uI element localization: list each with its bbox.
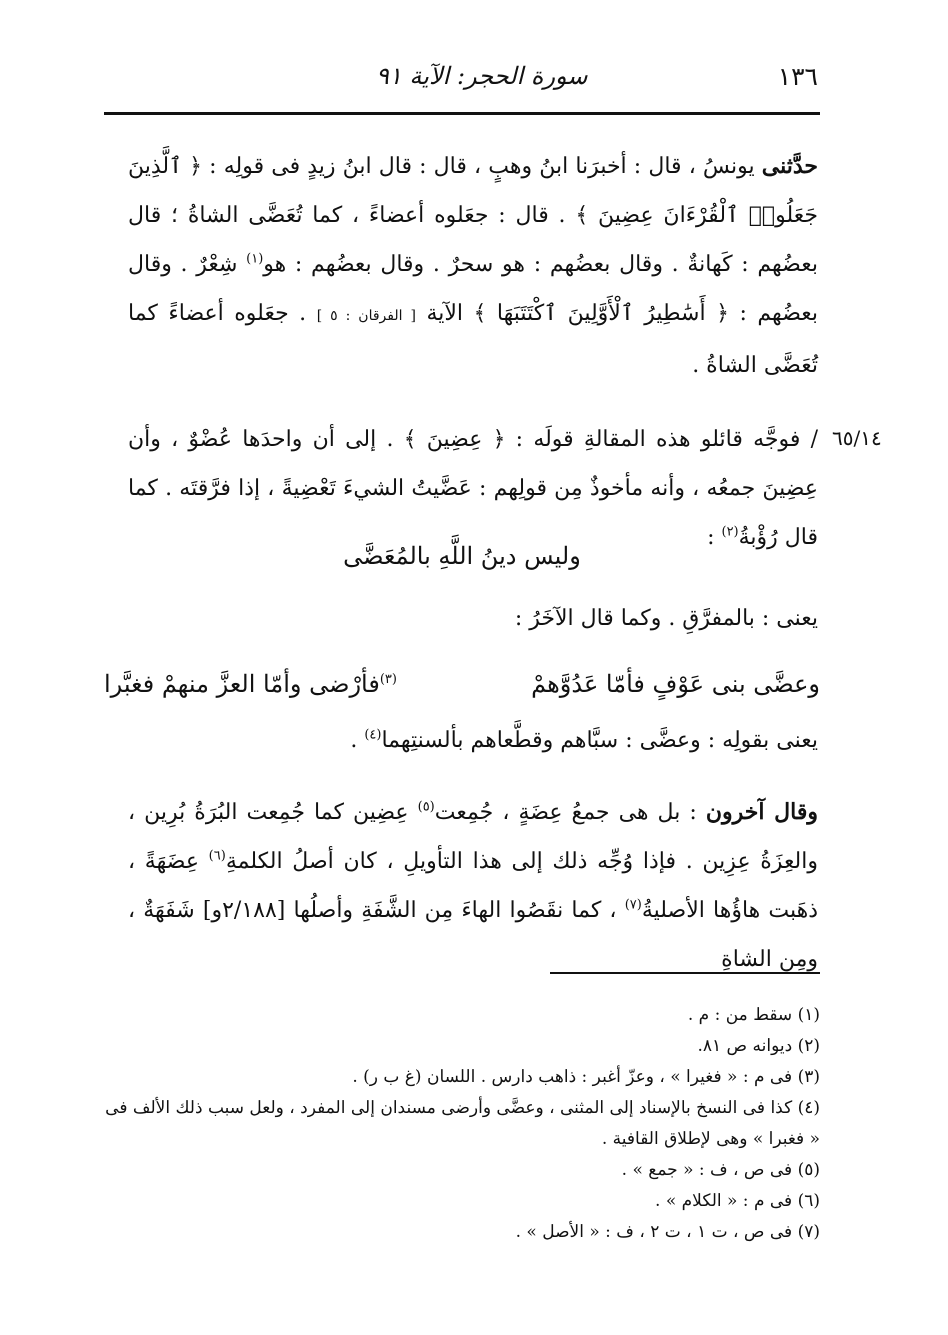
footnote-ref-2[interactable]: (٢) [721, 524, 739, 540]
paragraph-3 [128, 788, 818, 984]
paragraph-2 [128, 415, 818, 562]
paragraph-3-text-e: شَفَهَةٌ ، ومِن الشاةِ [128, 898, 818, 972]
footnote-ref-3[interactable]: (٣) [379, 672, 397, 687]
paragraph-3-text-c: عِضَهَةً ، ذهَبت هاؤُها الأصليةُ [128, 849, 819, 923]
footnote-ref-1[interactable]: (١) [246, 251, 264, 267]
footnote-1: (١) سقط من : م . [687, 1005, 820, 1025]
line-after-verse-2 [350, 728, 818, 753]
line-after-verse-2-text: يعنى بقولِه : وعضَّى : سبَّاهم وقطَّعاهم بألسنتِهما [381, 728, 818, 753]
paragraph-3-text-b: عِضِين كما جُمِعت البُرَةُ بُرِين ، والعِزَةُ عِزِين . فإذا وُجِّه ذلك إلى هذا التأويلِ ، كان أصلُ الكلمةِ [128, 800, 818, 874]
footnote-ref-6[interactable]: (٦) [208, 848, 226, 864]
paragraph-3-text-d: ، كما نقَصُوا الهاءَ مِن الشَّفَةِ وأصلُها [293, 898, 617, 923]
manuscript-folio-reference: [٢/١٨٨و] [202, 898, 286, 923]
footnote-5: (٥) فى ص ، ف : « جمع » . [621, 1160, 820, 1180]
footnote-ref-4[interactable]: (٤) [364, 727, 382, 743]
verse-2 [104, 670, 820, 710]
verse-2-second-hemistich: فأرْضى وأمّا العزَّ منهمْ فغبَّرا [104, 670, 380, 698]
verse-2-first-hemistich: وعضَّى بنى عَوْفٍ فأمّا عَدُوَّهمْ [531, 670, 820, 698]
verse-2-second-hemistich-wrapper [104, 670, 397, 698]
paragraph-3-lead: وقال آخرون [705, 799, 818, 825]
paragraph-1-text-2: شِعْرٌ . وقال بعضُهم : ﴿ أَسَٰطِيرُ ٱلْأَوَّلِينَ ٱكْتَتَبَهَا ﴾ الآية [128, 252, 819, 326]
margin-reference: ٦٥/١٤ [832, 426, 882, 450]
paragraph-2-text: / فوجَّه قائلو هذه المقالةِ قولَه : ﴿ عِضِينَ ﴾ . إلى أن واحدَها عُضْوٌ ، وأن عِضِينَ جمعُه ، وأنه مأخوذٌ مِن قولِهم : عَضَّيتُ الشيءَ تَعْضِيةً ، إذا فرَّقتَه . كما قال رُؤْبةُ [128, 427, 818, 550]
paragraph-1 [128, 142, 818, 390]
footnote-6: (٦) فى م : « الكلام » . [655, 1191, 820, 1211]
line-after-verse-1: يعنى : بالمفرَّقِ . وكما قال الآخَرُ : [514, 606, 818, 631]
paragraph-1-text-3: . جعَلوه أعضاءً كما تُعَضَّى الشاةُ . [128, 301, 818, 378]
line-after-verse-2-end: . [350, 728, 358, 753]
paragraph-3-text-a: : بل هى جمعُ عِضَةٍ ، جُمِعت [434, 800, 697, 825]
footnote-2: (٢) ديوانه ص ٨١. [697, 1036, 820, 1056]
paragraph-1-lead: حدَّثنى [761, 153, 818, 179]
page-number: ١٣٦ [777, 62, 818, 91]
footnote-7: (٧) فى ص ، ت ١ ، ت ٢ ، ف : « الأصل » . [515, 1222, 820, 1242]
paragraph-1-text: يونسُ ، قال : أخبرَنا ابنُ وهبٍ ، قال : قال ابنُ زيدٍ فى قولِه : ﴿ ٱلَّذِينَ جَعَلُوا۟ ٱلْقُرْءَانَ عِضِينَ ﴾ . قال : جعَلوه أعضاءً ، كما تُعَضَّى الشاةُ ؛ قال بعضُهم : كَهانةٌ . وقال بعضُهم : هو سحرٌ . وقال بعضُهم : هو [128, 154, 818, 277]
verse-1: وليس دينُ اللَّهِ بالمُعَضَّى [343, 542, 581, 570]
footnote-ref-7[interactable]: (٧) [624, 897, 642, 913]
header-rule [104, 112, 820, 115]
footnote-4: (٤) كذا فى النسخ بالإسناد إلى المثنى ، وعضَّى وأرضى مسندان إلى المفرد ، ولعل سبب ذلك الألف فى « فغبرا » وهى لإطلاق القافية . [105, 1098, 820, 1149]
paragraph-2-end: : [707, 525, 715, 550]
footnotes [100, 1000, 820, 1248]
footnote-rule [550, 972, 820, 974]
running-head: سورة الحجر: الآية ٩١ [376, 62, 588, 90]
footnote-ref-5[interactable]: (٥) [417, 799, 435, 815]
footnote-3: (٣) فى م : « فغيرا » ، وعزّ أغبر : ذاهب دارس . اللسان (غ ب ر) . [352, 1067, 820, 1087]
quran-reference: [ الفرقان : ٥ ] [316, 308, 416, 324]
